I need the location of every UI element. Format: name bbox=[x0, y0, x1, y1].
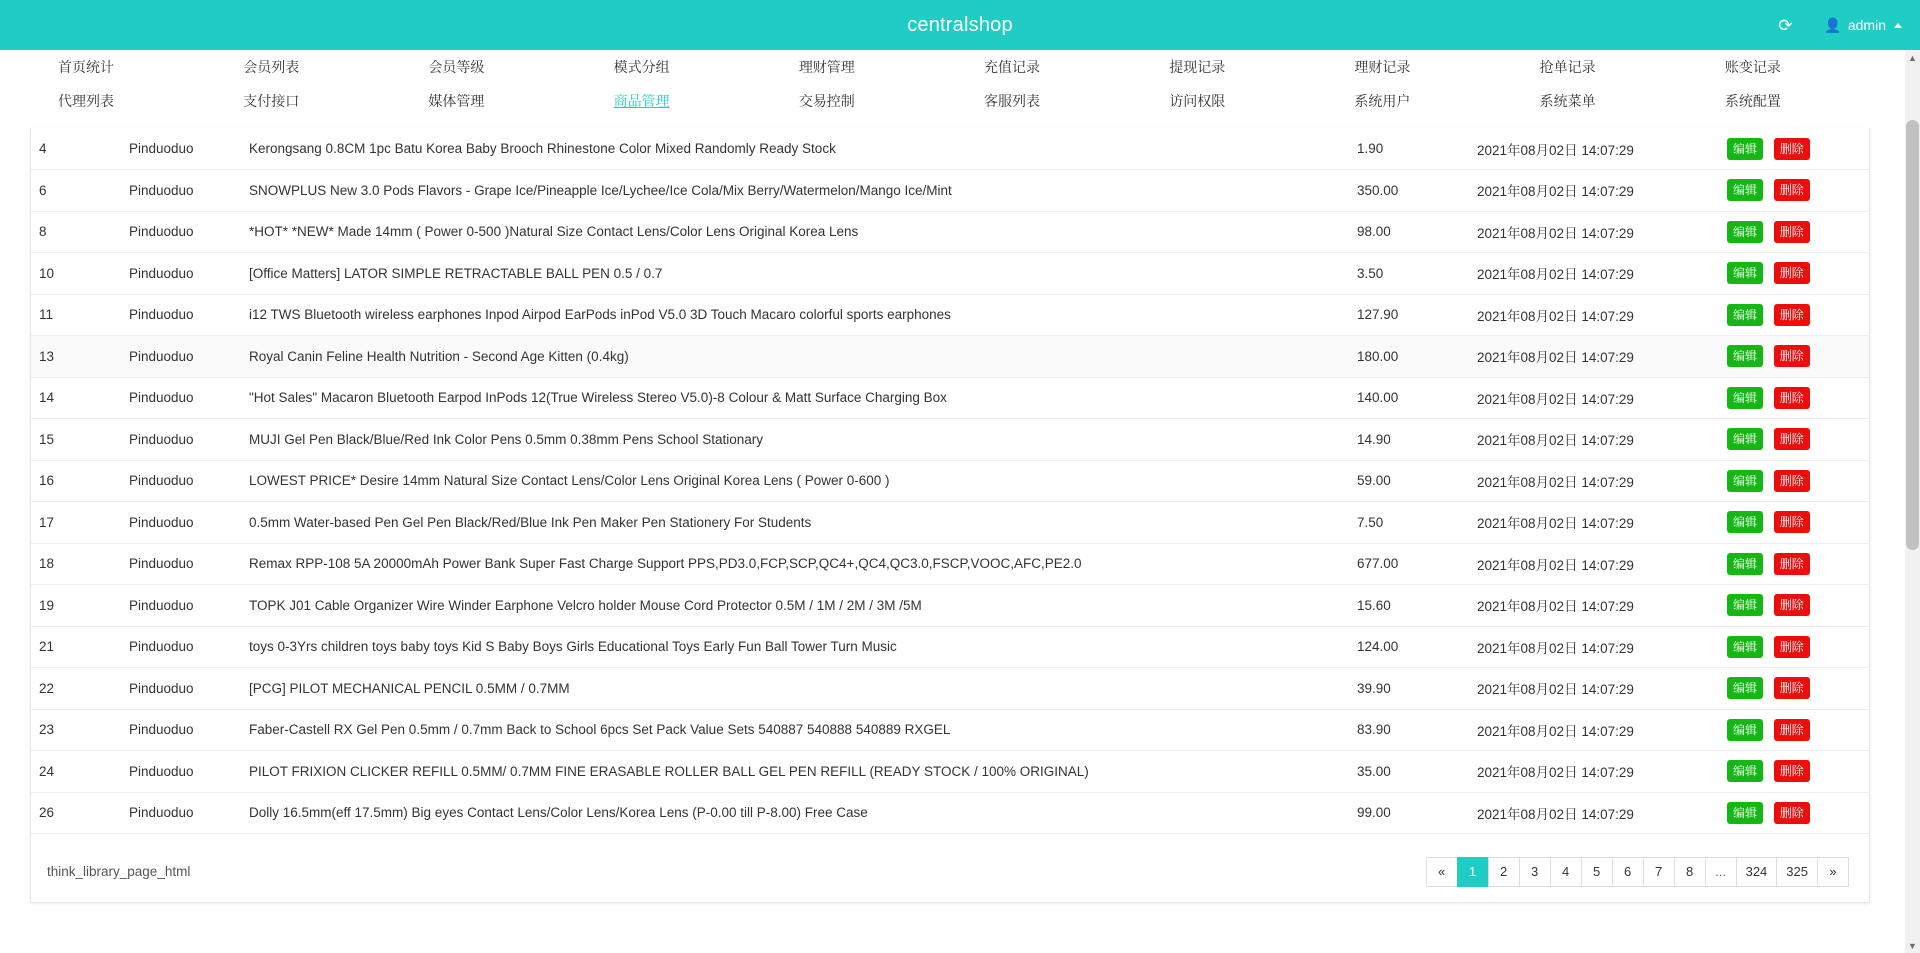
cell-platform: Pinduoduo bbox=[121, 170, 241, 212]
cell-id: 26 bbox=[31, 792, 121, 834]
cell-actions bbox=[1719, 336, 1869, 378]
page-5[interactable]: 5 bbox=[1581, 857, 1613, 887]
cell-platform: Pinduoduo bbox=[121, 377, 241, 419]
cell-price: 59.00 bbox=[1349, 460, 1469, 502]
nav-item-access-permission[interactable]: 访问权限 bbox=[1169, 93, 1226, 109]
nav-item-system-config[interactable]: 系统配置 bbox=[1724, 93, 1781, 109]
nav-item-member-list[interactable]: 会员列表 bbox=[243, 59, 300, 75]
cell-platform: Pinduoduo bbox=[121, 751, 241, 793]
table-row[interactable] bbox=[31, 626, 1869, 668]
cell-id: 13 bbox=[31, 336, 121, 378]
delete-button[interactable]: 删除 bbox=[1774, 636, 1810, 658]
cell-id: 6 bbox=[31, 170, 121, 212]
footer-note: think_library_page_html bbox=[47, 864, 191, 879]
table-row[interactable] bbox=[31, 377, 1869, 419]
edit-button[interactable]: 编辑 bbox=[1727, 760, 1763, 782]
cell-price: 3.50 bbox=[1349, 253, 1469, 295]
cell-time: 2021年08月02日 14:07:29 bbox=[1469, 211, 1719, 253]
page-next[interactable]: » bbox=[1817, 857, 1849, 887]
delete-button[interactable]: 删除 bbox=[1774, 760, 1810, 782]
cell-platform: Pinduoduo bbox=[121, 668, 241, 710]
cell-actions bbox=[1719, 751, 1869, 793]
delete-button[interactable]: 删除 bbox=[1774, 221, 1810, 243]
edit-button[interactable]: 编辑 bbox=[1727, 677, 1763, 699]
cell-title: Royal Canin Feline Health Nutrition - Second Age Kitten (0.4kg) bbox=[241, 336, 1349, 378]
refresh-glyph: ⟳ bbox=[1778, 15, 1793, 35]
nav-row-1 bbox=[0, 50, 1920, 84]
cell-title: LOWEST PRICE* Desire 14mm Natural Size Contact Lens/Color Lens Original Korea Lens ( Power 0-600 ) bbox=[241, 460, 1349, 502]
edit-button[interactable]: 编辑 bbox=[1727, 179, 1763, 201]
nav-item-finance-manage[interactable]: 理财管理 bbox=[798, 59, 855, 75]
cell-id: 22 bbox=[31, 668, 121, 710]
cell-platform: Pinduoduo bbox=[121, 294, 241, 336]
cell-actions bbox=[1719, 585, 1869, 627]
edit-button[interactable]: 编辑 bbox=[1727, 802, 1763, 824]
cell-title: *HOT* *NEW* Made 14mm ( Power 0-500 )Natural Size Contact Lens/Color Lens Original Korea Lens bbox=[241, 211, 1349, 253]
edit-button[interactable]: 编辑 bbox=[1727, 428, 1763, 450]
nav-row-2 bbox=[0, 84, 1920, 118]
page-6[interactable]: 6 bbox=[1612, 857, 1644, 887]
cell-title: MUJI Gel Pen Black/Blue/Red Ink Color Pens 0.5mm 0.38mm Pens School Stationary bbox=[241, 419, 1349, 461]
cell-platform: Pinduoduo bbox=[121, 419, 241, 461]
edit-button[interactable]: 编辑 bbox=[1727, 594, 1763, 616]
page-7[interactable]: 7 bbox=[1643, 857, 1675, 887]
nav-item-order-grab-records[interactable]: 抢单记录 bbox=[1539, 59, 1596, 75]
cell-actions bbox=[1719, 668, 1869, 710]
cell-id: 14 bbox=[31, 377, 121, 419]
nav-item-withdraw-records[interactable]: 提现记录 bbox=[1169, 59, 1226, 75]
page-ellipsis: ... bbox=[1705, 857, 1737, 887]
cell-price: 677.00 bbox=[1349, 543, 1469, 585]
cell-actions bbox=[1719, 211, 1869, 253]
cell-platform: Pinduoduo bbox=[121, 709, 241, 751]
cell-id: 18 bbox=[31, 543, 121, 585]
product-list-card bbox=[30, 128, 1870, 903]
cell-platform: Pinduoduo bbox=[121, 336, 241, 378]
delete-button[interactable]: 删除 bbox=[1774, 304, 1810, 326]
cell-time: 2021年08月02日 14:07:29 bbox=[1469, 460, 1719, 502]
cell-time: 2021年08月02日 14:07:29 bbox=[1469, 502, 1719, 544]
cell-platform: Pinduoduo bbox=[121, 543, 241, 585]
table-row[interactable] bbox=[31, 585, 1869, 627]
page-2[interactable]: 2 bbox=[1488, 857, 1520, 887]
cell-title: 0.5mm Water-based Pen Gel Pen Black/Red/Blue Ink Pen Maker Pen Stationery For Students bbox=[241, 502, 1349, 544]
user-label: admin bbox=[1847, 17, 1886, 33]
delete-button[interactable]: 删除 bbox=[1774, 802, 1810, 824]
top-bar-right bbox=[1756, 0, 1920, 50]
app-title: centralshop bbox=[907, 13, 1013, 36]
cell-title: toys 0-3Yrs children toys baby toys Kid S Baby Boys Girls Educational Toys Early Fun Ball Tower Turn Music bbox=[241, 626, 1349, 668]
cell-title: i12 TWS Bluetooth wireless earphones Inpod Airpod EarPods inPod V5.0 3D Touch Macaro colorful sports earphones bbox=[241, 294, 1349, 336]
cell-price: 350.00 bbox=[1349, 170, 1469, 212]
edit-button[interactable]: 编辑 bbox=[1727, 345, 1763, 367]
cell-actions bbox=[1719, 543, 1869, 585]
delete-button[interactable]: 删除 bbox=[1774, 719, 1810, 741]
delete-button[interactable]: 删除 bbox=[1774, 428, 1810, 450]
cell-price: 127.90 bbox=[1349, 294, 1469, 336]
cell-time: 2021年08月02日 14:07:29 bbox=[1469, 419, 1719, 461]
cell-id: 21 bbox=[31, 626, 121, 668]
nav-item-agent-list[interactable]: 代理列表 bbox=[58, 93, 114, 109]
cell-title: [Office Matters] LATOR SIMPLE RETRACTABLE BALL PEN 0.5 / 0.7 bbox=[241, 253, 1349, 295]
user-icon: 👤 bbox=[1824, 16, 1842, 33]
table-row[interactable] bbox=[31, 211, 1869, 253]
cell-title: [PCG] PILOT MECHANICAL PENCIL 0.5MM / 0.7MM bbox=[241, 668, 1349, 710]
cell-id: 16 bbox=[31, 460, 121, 502]
scroll-up-icon[interactable]: ▲ bbox=[1908, 52, 1917, 63]
page-prev[interactable]: « bbox=[1426, 857, 1458, 887]
cell-actions bbox=[1719, 709, 1869, 751]
table-row[interactable] bbox=[31, 751, 1869, 793]
delete-button[interactable]: 删除 bbox=[1774, 677, 1810, 699]
cell-title: "Hot Sales" Macaron Bluetooth Earpod InPods 12(True Wireless Stereo V5.0)-8 Colour & Matt Surface Charging Box bbox=[241, 377, 1349, 419]
cell-time: 2021年08月02日 14:07:29 bbox=[1469, 585, 1719, 627]
cell-platform: Pinduoduo bbox=[121, 585, 241, 627]
cell-platform: Pinduoduo bbox=[121, 211, 241, 253]
cell-id: 10 bbox=[31, 253, 121, 295]
delete-button[interactable]: 删除 bbox=[1774, 179, 1810, 201]
main-nav bbox=[0, 50, 1920, 119]
table-row[interactable] bbox=[31, 128, 1869, 170]
nav-item-product-manage[interactable]: 商品管理 bbox=[613, 93, 670, 109]
edit-button[interactable]: 编辑 bbox=[1727, 636, 1763, 658]
cell-actions bbox=[1719, 626, 1869, 668]
cell-platform: Pinduoduo bbox=[121, 626, 241, 668]
cell-id: 8 bbox=[31, 211, 121, 253]
cell-platform: Pinduoduo bbox=[121, 502, 241, 544]
cell-title: Dolly 16.5mm(eff 17.5mm) Big eyes Contact Lens/Color Lens/Korea Lens (P-0.00 till P-8.00) Free Case bbox=[241, 792, 1349, 834]
table-row[interactable] bbox=[31, 419, 1869, 461]
cell-title: SNOWPLUS New 3.0 Pods Flavors - Grape Ice/Pineapple Ice/Lychee/Ice Cola/Mix Berry/Watermelon/Mango Ice/Mint bbox=[241, 170, 1349, 212]
cell-title: Remax RPP-108 5A 20000mAh Power Bank Super Fast Charge Support PPS,PD3.0,FCP,SCP,QC4+,QC4,QC3.0,FSCP,VOOC,AFC,PE2.0 bbox=[241, 543, 1349, 585]
cell-actions bbox=[1719, 460, 1869, 502]
cell-title: TOPK J01 Cable Organizer Wire Winder Earphone Velcro holder Mouse Cord Protector 0.5M / 1M / 2M / 3M /5M bbox=[241, 585, 1349, 627]
cell-actions bbox=[1719, 128, 1869, 170]
cell-id: 17 bbox=[31, 502, 121, 544]
cell-time: 2021年08月02日 14:07:29 bbox=[1469, 377, 1719, 419]
cell-time: 2021年08月02日 14:07:29 bbox=[1469, 751, 1719, 793]
edit-button[interactable]: 编辑 bbox=[1727, 553, 1763, 575]
cell-time: 2021年08月02日 14:07:29 bbox=[1469, 294, 1719, 336]
table-row[interactable] bbox=[31, 460, 1869, 502]
delete-button[interactable]: 删除 bbox=[1774, 470, 1810, 492]
nav-item-home-stats[interactable]: 首页统计 bbox=[58, 59, 114, 75]
cell-price: 14.90 bbox=[1349, 419, 1469, 461]
table-row[interactable] bbox=[31, 294, 1869, 336]
delete-button[interactable]: 删除 bbox=[1774, 594, 1810, 616]
product-table bbox=[31, 128, 1869, 834]
cell-time: 2021年08月02日 14:07:29 bbox=[1469, 543, 1719, 585]
page-4[interactable]: 4 bbox=[1550, 857, 1582, 887]
cell-id: 11 bbox=[31, 294, 121, 336]
cell-actions bbox=[1719, 419, 1869, 461]
page-8[interactable]: 8 bbox=[1674, 857, 1706, 887]
cell-id: 23 bbox=[31, 709, 121, 751]
user-menu[interactable] bbox=[1814, 0, 1920, 50]
edit-button[interactable]: 编辑 bbox=[1727, 138, 1763, 160]
cell-title: Kerongsang 0.8CM 1pc Batu Korea Baby Brooch Rhinestone Color Mixed Randomly Ready Stock bbox=[241, 128, 1349, 170]
cell-price: 39.90 bbox=[1349, 668, 1469, 710]
table-row[interactable] bbox=[31, 792, 1869, 834]
cell-time: 2021年08月02日 14:07:29 bbox=[1469, 668, 1719, 710]
nav-item-account-change-records[interactable]: 账变记录 bbox=[1724, 59, 1781, 75]
edit-button[interactable]: 编辑 bbox=[1727, 262, 1763, 284]
nav-item-recharge-records[interactable]: 充值记录 bbox=[984, 59, 1041, 75]
page-325[interactable]: 325 bbox=[1776, 857, 1818, 887]
table-row[interactable] bbox=[31, 170, 1869, 212]
edit-button[interactable]: 编辑 bbox=[1727, 387, 1763, 409]
cell-price: 140.00 bbox=[1349, 377, 1469, 419]
delete-button[interactable]: 删除 bbox=[1774, 553, 1810, 575]
edit-button[interactable]: 编辑 bbox=[1727, 304, 1763, 326]
cell-platform: Pinduoduo bbox=[121, 253, 241, 295]
cell-title: PILOT FRIXION CLICKER REFILL 0.5MM/ 0.7MM FINE ERASABLE ROLLER BALL GEL PEN REFILL (READY STOCK / 100% ORIGINAL) bbox=[241, 751, 1349, 793]
nav-item-trade-control[interactable]: 交易控制 bbox=[798, 93, 855, 109]
cell-time: 2021年08月02日 14:07:29 bbox=[1469, 253, 1719, 295]
cell-platform: Pinduoduo bbox=[121, 792, 241, 834]
nav-item-system-users[interactable]: 系统用户 bbox=[1354, 93, 1411, 109]
edit-button[interactable]: 编辑 bbox=[1727, 719, 1763, 741]
product-table-scroll bbox=[31, 128, 1869, 841]
cell-price: 180.00 bbox=[1349, 336, 1469, 378]
cell-price: 99.00 bbox=[1349, 792, 1469, 834]
cell-time: 2021年08月02日 14:07:29 bbox=[1469, 626, 1719, 668]
cell-platform: Pinduoduo bbox=[121, 128, 241, 170]
table-row[interactable] bbox=[31, 336, 1869, 378]
nav-item-media-manage[interactable]: 媒体管理 bbox=[428, 93, 485, 109]
cell-price: 124.00 bbox=[1349, 626, 1469, 668]
table-row[interactable] bbox=[31, 253, 1869, 295]
top-bar bbox=[0, 0, 1920, 50]
nav-item-support-list[interactable]: 客服列表 bbox=[984, 93, 1041, 109]
cell-actions bbox=[1719, 502, 1869, 544]
delete-button[interactable]: 删除 bbox=[1774, 138, 1810, 160]
page-3[interactable]: 3 bbox=[1519, 857, 1551, 887]
page-scrollbar[interactable] bbox=[1905, 50, 1920, 953]
cell-price: 15.60 bbox=[1349, 585, 1469, 627]
nav-item-system-menu[interactable]: 系统菜单 bbox=[1539, 93, 1596, 109]
product-table-body bbox=[31, 128, 1869, 834]
cell-title: Faber-Castell RX Gel Pen 0.5mm / 0.7mm Back to School 6pcs Set Pack Value Sets 540887 540888 540889 RXGEL bbox=[241, 709, 1349, 751]
edit-button[interactable]: 编辑 bbox=[1727, 511, 1763, 533]
cell-price: 1.90 bbox=[1349, 128, 1469, 170]
cell-price: 98.00 bbox=[1349, 211, 1469, 253]
table-row[interactable] bbox=[31, 502, 1869, 544]
delete-button[interactable]: 删除 bbox=[1774, 387, 1810, 409]
delete-button[interactable]: 删除 bbox=[1774, 345, 1810, 367]
cell-time: 2021年08月02日 14:07:29 bbox=[1469, 128, 1719, 170]
nav-item-payment-interface[interactable]: 支付接口 bbox=[243, 93, 300, 109]
edit-button[interactable]: 编辑 bbox=[1727, 221, 1763, 243]
table-row[interactable] bbox=[31, 543, 1869, 585]
page-1[interactable]: 1 bbox=[1457, 857, 1489, 887]
page-324[interactable]: 324 bbox=[1736, 857, 1778, 887]
edit-button[interactable]: 编辑 bbox=[1727, 470, 1763, 492]
cell-actions bbox=[1719, 377, 1869, 419]
cell-actions bbox=[1719, 170, 1869, 212]
cell-time: 2021年08月02日 14:07:29 bbox=[1469, 170, 1719, 212]
cell-actions bbox=[1719, 253, 1869, 295]
cell-id: 24 bbox=[31, 751, 121, 793]
refresh-icon[interactable] bbox=[1756, 0, 1814, 50]
cell-time: 2021年08月02日 14:07:29 bbox=[1469, 709, 1719, 751]
cell-id: 19 bbox=[31, 585, 121, 627]
cell-price: 7.50 bbox=[1349, 502, 1469, 544]
cell-platform: Pinduoduo bbox=[121, 460, 241, 502]
pagination bbox=[1427, 857, 1849, 887]
cell-id: 4 bbox=[31, 128, 121, 170]
cell-price: 83.90 bbox=[1349, 709, 1469, 751]
cell-id: 15 bbox=[31, 419, 121, 461]
delete-button[interactable]: 删除 bbox=[1774, 262, 1810, 284]
table-row[interactable] bbox=[31, 709, 1869, 751]
table-row[interactable] bbox=[31, 668, 1869, 710]
nav-item-member-level[interactable]: 会员等级 bbox=[428, 59, 485, 75]
cell-time: 2021年08月02日 14:07:29 bbox=[1469, 336, 1719, 378]
cell-actions bbox=[1719, 792, 1869, 834]
chevron-up-icon bbox=[1894, 23, 1902, 28]
scroll-down-icon[interactable]: ▼ bbox=[1908, 940, 1917, 951]
nav-item-mode-group[interactable]: 模式分组 bbox=[613, 59, 670, 75]
nav-item-finance-records[interactable]: 理财记录 bbox=[1354, 59, 1411, 75]
cell-time: 2021年08月02日 14:07:29 bbox=[1469, 792, 1719, 834]
table-footer bbox=[31, 841, 1869, 901]
cell-price: 35.00 bbox=[1349, 751, 1469, 793]
cell-actions bbox=[1719, 294, 1869, 336]
scrollbar-thumb[interactable] bbox=[1906, 120, 1919, 550]
delete-button[interactable]: 删除 bbox=[1774, 511, 1810, 533]
